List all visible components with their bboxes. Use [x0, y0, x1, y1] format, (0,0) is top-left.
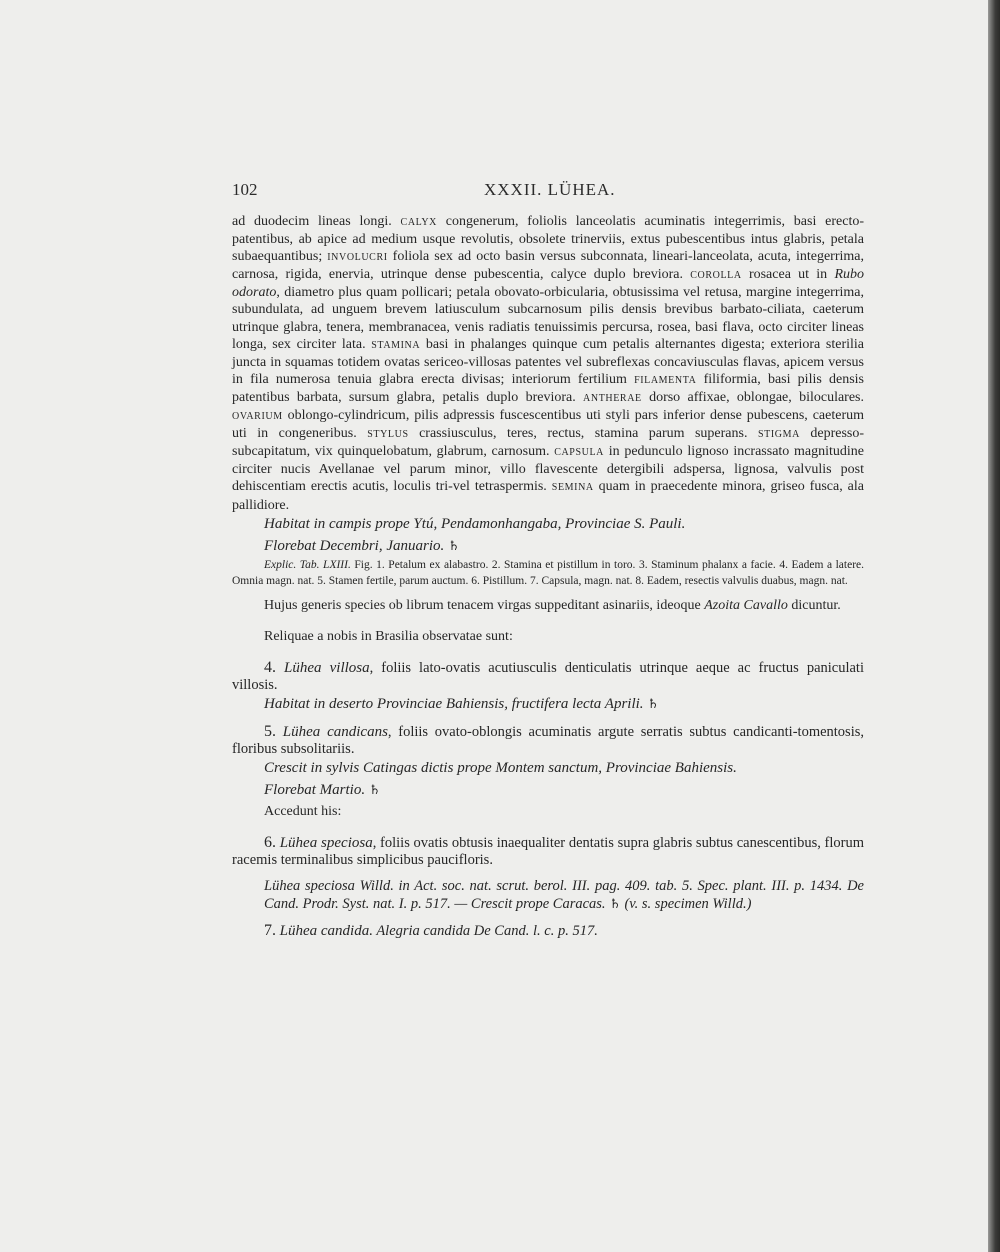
species-7-name: Lühea candida. — [279, 923, 373, 940]
term-filamenta: FILAMENTA — [634, 374, 697, 386]
term-antherae: ANTHERAE — [583, 392, 642, 404]
term-stylus: STYLUS — [367, 429, 409, 441]
species-4: 4. Lühea villosa, foliis lato-ovatis acutiusculis denticulatis utrinque aeque ac fructus paniculati villosis. — [232, 658, 864, 693]
term-ovarium: OVARIUM — [232, 411, 283, 423]
running-header — [232, 180, 864, 206]
term-calyx: CALYX — [400, 217, 437, 228]
page-number: 102 — [232, 180, 258, 199]
reliquae-line: Reliquae a nobis in Brasilia observatae sunt: — [264, 628, 513, 644]
species-7: 7. Lühea candida. Alegria candida De Cand. l. c. p. 517. — [264, 922, 598, 940]
species-5-florebat: Florebat Martio. ♄ — [264, 782, 381, 799]
shrub-symbol-icon: ♄ — [448, 538, 460, 554]
term-stamina: STAMINA — [371, 339, 421, 351]
accedunt-line: Accedunt his: — [264, 804, 342, 820]
plate-ref: Explic. Tab. LXIII. — [264, 558, 351, 571]
chapter-title: XXXII. LÜHEA. — [484, 180, 616, 199]
species-5-habitat: Crescit in sylvis Catingas dictis prope Montem sanctum, Provinciae Bahiensis. — [264, 760, 737, 777]
term-corolla: COROLLA — [690, 270, 742, 282]
species-6-reference: Lühea speciosa Willd. in Act. soc. nat. scrut. berol. III. pag. 409. tab. 5. Spec. plant. III. p. 1434. De Cand. Prodr. Syst. nat. I. p. 517. — Crescit prope Caracas. ♄ (v. s. specimen Willd.) — [264, 878, 864, 913]
species-5: 5. Lühea candicans, foliis ovato-oblongis acuminatis argute serratis subtus candicanti-tomentosis, floribus subsolitariis. — [232, 722, 864, 758]
page-body — [232, 213, 864, 941]
term-semina: SEMINA — [551, 482, 594, 494]
term-involucri: INVOLUCRI — [327, 252, 388, 264]
species-6: 6. Lühea speciosa, foliis ovatis obtusis inaequaliter dentatis supra glabris subtus canescentibus, florum racemis terminalibus simplicibus paucifloris. — [232, 834, 865, 869]
book-spine-edge — [988, 0, 1000, 1252]
florebat-line: Florebat Decembri, Januario. ♄ — [264, 537, 460, 554]
term-stigma: STIGMA — [757, 429, 800, 441]
habitat-line: Habitat in campis prope Ytú, Pendamonhangaba, Provinciae S. Pauli. — [264, 515, 686, 532]
term-capsula: CAPSULA — [554, 447, 604, 459]
species-5-name: Lühea candicans — [282, 723, 388, 740]
note-paragraph: Hujus generis species ob librum tenacem virgas suppeditant asinariis, ideoque Azoita Cavallo dicuntur. — [264, 597, 841, 613]
vernacular-name: Azoita Cavallo — [704, 597, 788, 613]
species-6-name: Lühea speciosa — [279, 835, 373, 852]
rubo-odorato: Rubo odorato — [232, 267, 865, 301]
shrub-symbol-icon: ♄ — [609, 897, 621, 913]
species-4-habitat: Habitat in deserto Provinciae Bahiensis, fructifera lecta Aprili. ♄ — [264, 695, 659, 712]
shrub-symbol-icon: ♄ — [647, 696, 659, 712]
species-description: ad duodecim lineas longi. CALYX congenerum, foliolis lanceolatis acuminatis integerrimis, basi erecto-patentibus, ab apice ad medium usque revolutis, obsolete trinerviis, extus pubescentibus intus glabris, petala subaequantibus; INVOLUCRI foliola sex ad octo basin versus subconnata, lineari-lanceolata, acuta, integerrima, carnosa, rigida, enervia, utrinque dense pubescentia, calyce duplo breviora. COROLLA rosacea ut in Rubo odorato, diametro plus quam pollicari; petala obovato-orbicularia, obtusissima vel retusa, margine integerrima, subundulata, ad unguem brevem latiusculum subcarnosum pilis densis brevibus barbato-ciliata, caeterum utrinque glabra, tenera, membranacea, venis radiatis tenuissimis percursa, rosea, basi flava, octo circiter lineas longa, sex circiter lata. STAMINA basi in phalanges quinque cum petalis alternantes digesta; exteriora sterilia juncta in squamas totidem ovatas sericeo-villosas patentes vel subreflexas concaviusculas flavas, apicem versus in fila numerosa tenuia glabra erecta divisas; interiorum fertilium FILAMENTA filiformia, basi pilis densis patentibus barbata, sursum glabra, petalis duplo breviora. ANTHERAE dorso affixae, oblongae, biloculares. OVARIUM oblongo-cylindricum, pilis adpressis fuscescentibus uti styli pars inferior dense pubescens, caeterum uti in congeneribus. STYLUS crassiusculus, teres, rectus, stamina parum superans. STIGMA depresso-subcapitatum, vix quinquelobatum, glabrum, carnosum. CAPSULA in pedunculo lignoso incrassato magnitudine circiter nucis Avellanae vel parum minor, villo flavescente detergibili adspersa, lignosa, valvulis post dehiscentiam erectis acutis, loculis tri-vel tetraspermis. SEMINA quam in praecedente minora, griseo fusca, ala pallidiore. — [232, 214, 865, 513]
shrub-symbol-icon: ♄ — [368, 783, 381, 799]
species-4-name: Lühea villosa — [284, 659, 370, 676]
plate-explanation: Explic. Tab. LXIII. Fig. 1. Petalum ex alabastro. 2. Stamina et pistillum in toro. 3. Staminum phalanx a facie. 4. Eadem a latere. Omnia magn. nat. 5. Stamen fertile, parum auctum. 6. Pistillum. 7. Capsula, magn. nat. 8. Eadem, resectis valvulis duabus, magn. nat. — [232, 558, 865, 587]
